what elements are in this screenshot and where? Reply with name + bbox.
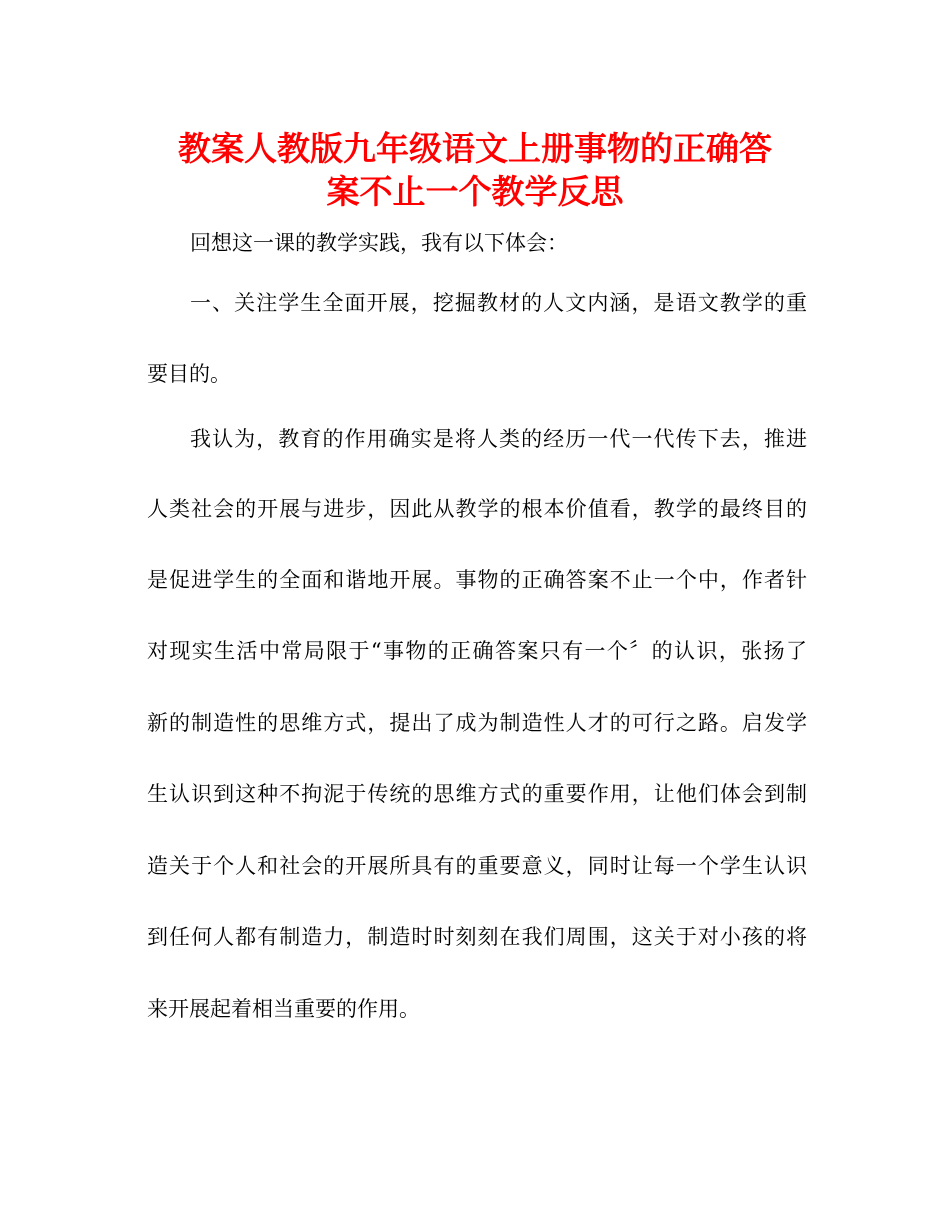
paragraph-line-3: 要目的。 [147, 362, 231, 386]
paragraph-line-11: 到任何人都有制造力，制造时时刻刻在我们周围，这关于对小孩的将 [147, 925, 807, 949]
paragraph-line-2: 一、关注学生全面开展，挖掘教材的人文内涵，是语文教学的重 [190, 291, 807, 315]
document-title-line-1: 教案人教版九年级语文上册事物的正确答 [178, 129, 772, 168]
paragraph-line-1: 回想这一课的教学实践，我有以下体会： [190, 231, 568, 255]
paragraph-line-6: 是促进学生的全面和谐地开展。事物的正确答案不止一个中，作者针 [147, 568, 807, 592]
paragraph-line-12: 来开展起着相当重要的作用。 [147, 997, 420, 1021]
paragraph-line-9: 生认识到这种不拘泥于传统的思维方式的重要作用，让他们体会到制 [147, 782, 807, 806]
paragraph-line-8: 新的制造性的思维方式，提出了成为制造性人才的可行之路。启发学 [147, 711, 807, 735]
paragraph-line-7: 对现实生活中常局限于“事物的正确答案只有一个〞的认识，张扬了 [147, 639, 807, 663]
paragraph-line-10: 造关于个人和社会的开展所具有的重要意义，同时让每一个学生认识 [147, 854, 807, 878]
paragraph-line-4: 我认为，教育的作用确实是将人类的经历一代一代传下去，推进 [190, 427, 807, 451]
document-title-line-2: 案不止一个教学反思 [326, 172, 624, 211]
paragraph-line-5: 人类社会的开展与进步，因此从教学的根本价值看，教学的最终目的 [147, 497, 807, 521]
